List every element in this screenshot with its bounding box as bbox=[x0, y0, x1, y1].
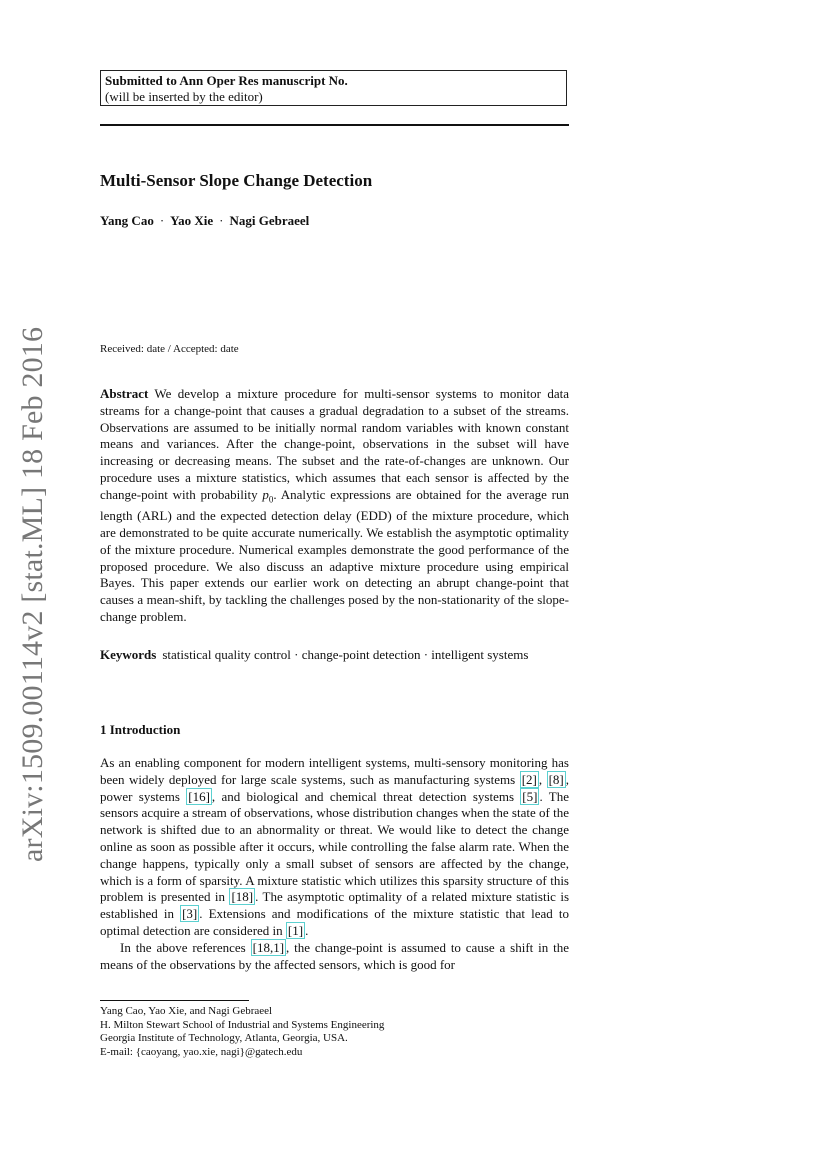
abstract-text: We develop a mixture procedure for multi-sensor systems to monitor data streams for a change-point that causes a gradual degradation to a subset of the streams. Observations are assumed to be initially normal random variables with known constant means and variances. After the change-point, observations in the subset will have increasing or decreasing means. The subset and the rate-of-changes are unknown. Our procedure uses a mixture statistics, which assumes that each sensor is affected by the change-point with probability bbox=[100, 386, 569, 502]
citation-link[interactable]: [8] bbox=[548, 771, 564, 787]
footnote-line: H. Milton Stewart School of Industrial and Systems Engineering bbox=[100, 1018, 385, 1031]
citation-link[interactable]: [18] bbox=[231, 889, 254, 905]
text: , and biological and chemical threat detection systems bbox=[211, 788, 521, 804]
math-subscript: 0 bbox=[268, 494, 274, 505]
citation-link[interactable]: [18,1] bbox=[252, 939, 285, 955]
text: . bbox=[305, 922, 309, 938]
author-separator: · bbox=[159, 213, 165, 228]
section-heading: 1 Introduction bbox=[100, 722, 181, 737]
text: . Extensions and modifications of the mixture statistic that lead to optimal detection are considered in bbox=[100, 906, 569, 938]
text: , power systems bbox=[100, 771, 570, 804]
submission-editor-note: (will be inserted by the editor) bbox=[105, 89, 263, 104]
text: , the change-point is assumed to cause a shift in the means of the observations by the affected sensors, which is good for bbox=[100, 939, 569, 972]
author-list bbox=[100, 213, 309, 229]
author-name: Yang Cao bbox=[100, 213, 154, 228]
text: As an enabling component for modern intelligent systems, multi-sensory monitoring has been widely deployed for large scale systems, such as manufacturing systems bbox=[100, 755, 569, 787]
author-name: Nagi Gebraeel bbox=[229, 213, 310, 228]
footnote-email: E-mail: {caoyang, yao.xie, nagi}@gatech.edu bbox=[100, 1045, 303, 1058]
keywords bbox=[100, 647, 569, 664]
paper-title: Multi-Sensor Slope Change Detection bbox=[100, 171, 373, 190]
text: . The sensors acquire a stream of observations, whose distribution changes when the state of the network is shifted due to an abnormality or threat. We would like to detect the change online as soon as possible after it occurs, while controlling the false alarm rate. When the change happens, typically only a small subset of sensors are affected by the change, which is a form of sparsity. A mixture statistic which utilizes this sparsity structure of this problem is presented in bbox=[100, 788, 569, 905]
text: , bbox=[538, 771, 547, 787]
citation-link[interactable]: [3] bbox=[182, 906, 198, 922]
paragraph bbox=[100, 755, 569, 940]
text: In the above references bbox=[120, 939, 251, 955]
submission-journal: Submitted to Ann Oper Res manuscript No. bbox=[105, 73, 348, 88]
abstract bbox=[100, 386, 569, 626]
author-separator: · bbox=[219, 213, 224, 228]
citation-link[interactable]: [1] bbox=[287, 922, 304, 938]
submission-box bbox=[100, 70, 567, 106]
author-name: Yao Xie bbox=[170, 213, 214, 228]
received-accepted-line: Received: date / Accepted: date bbox=[100, 343, 239, 355]
citation-link[interactable]: [16] bbox=[188, 788, 210, 804]
paragraph bbox=[100, 940, 569, 974]
keywords-text: statistical quality control · change-point detection · intelligent systems bbox=[162, 647, 529, 662]
author-affiliation-footnote bbox=[100, 1005, 569, 1059]
text: . The asymptotic optimality of a related mixture statistic is established in bbox=[100, 889, 570, 922]
header-rule bbox=[100, 124, 569, 126]
abstract-label: Abstract bbox=[100, 386, 149, 401]
abstract-text-cont: . Analytic expressions are obtained for the average run length (ARL) and the expected detection delay (EDD) of the mixture procedure, which are demonstrated to be quite accurate numerically. We establish the asymptotic optimality of the mixture procedure. Numerical examples demonstrate the good performance of the proposed procedure. We also discuss an adaptive mixture procedure using empirical Bayes. This paper extends our earlier work on detecting an abrupt change-point that causes a mean-shift, by tackling the challenges posed by the non-stationarity of the slope-change problem. bbox=[100, 486, 569, 624]
footnote-rule bbox=[100, 1000, 249, 1001]
citation-link[interactable]: [2] bbox=[521, 771, 537, 787]
footnote-line: Georgia Institute of Technology, Atlanta, Georgia, USA. bbox=[100, 1032, 348, 1044]
introduction-body bbox=[100, 755, 569, 973]
math-symbol: p bbox=[262, 486, 269, 502]
arxiv-identifier[interactable]: arXiv:1509.00114v2 [stat.ML] 18 Feb 2016 bbox=[16, 326, 49, 862]
keywords-label: Keywords bbox=[100, 647, 157, 662]
citation-link[interactable]: [5] bbox=[522, 788, 538, 804]
footnote-line: Yang Cao, Yao Xie, and Nagi Gebraeel bbox=[100, 1005, 273, 1017]
